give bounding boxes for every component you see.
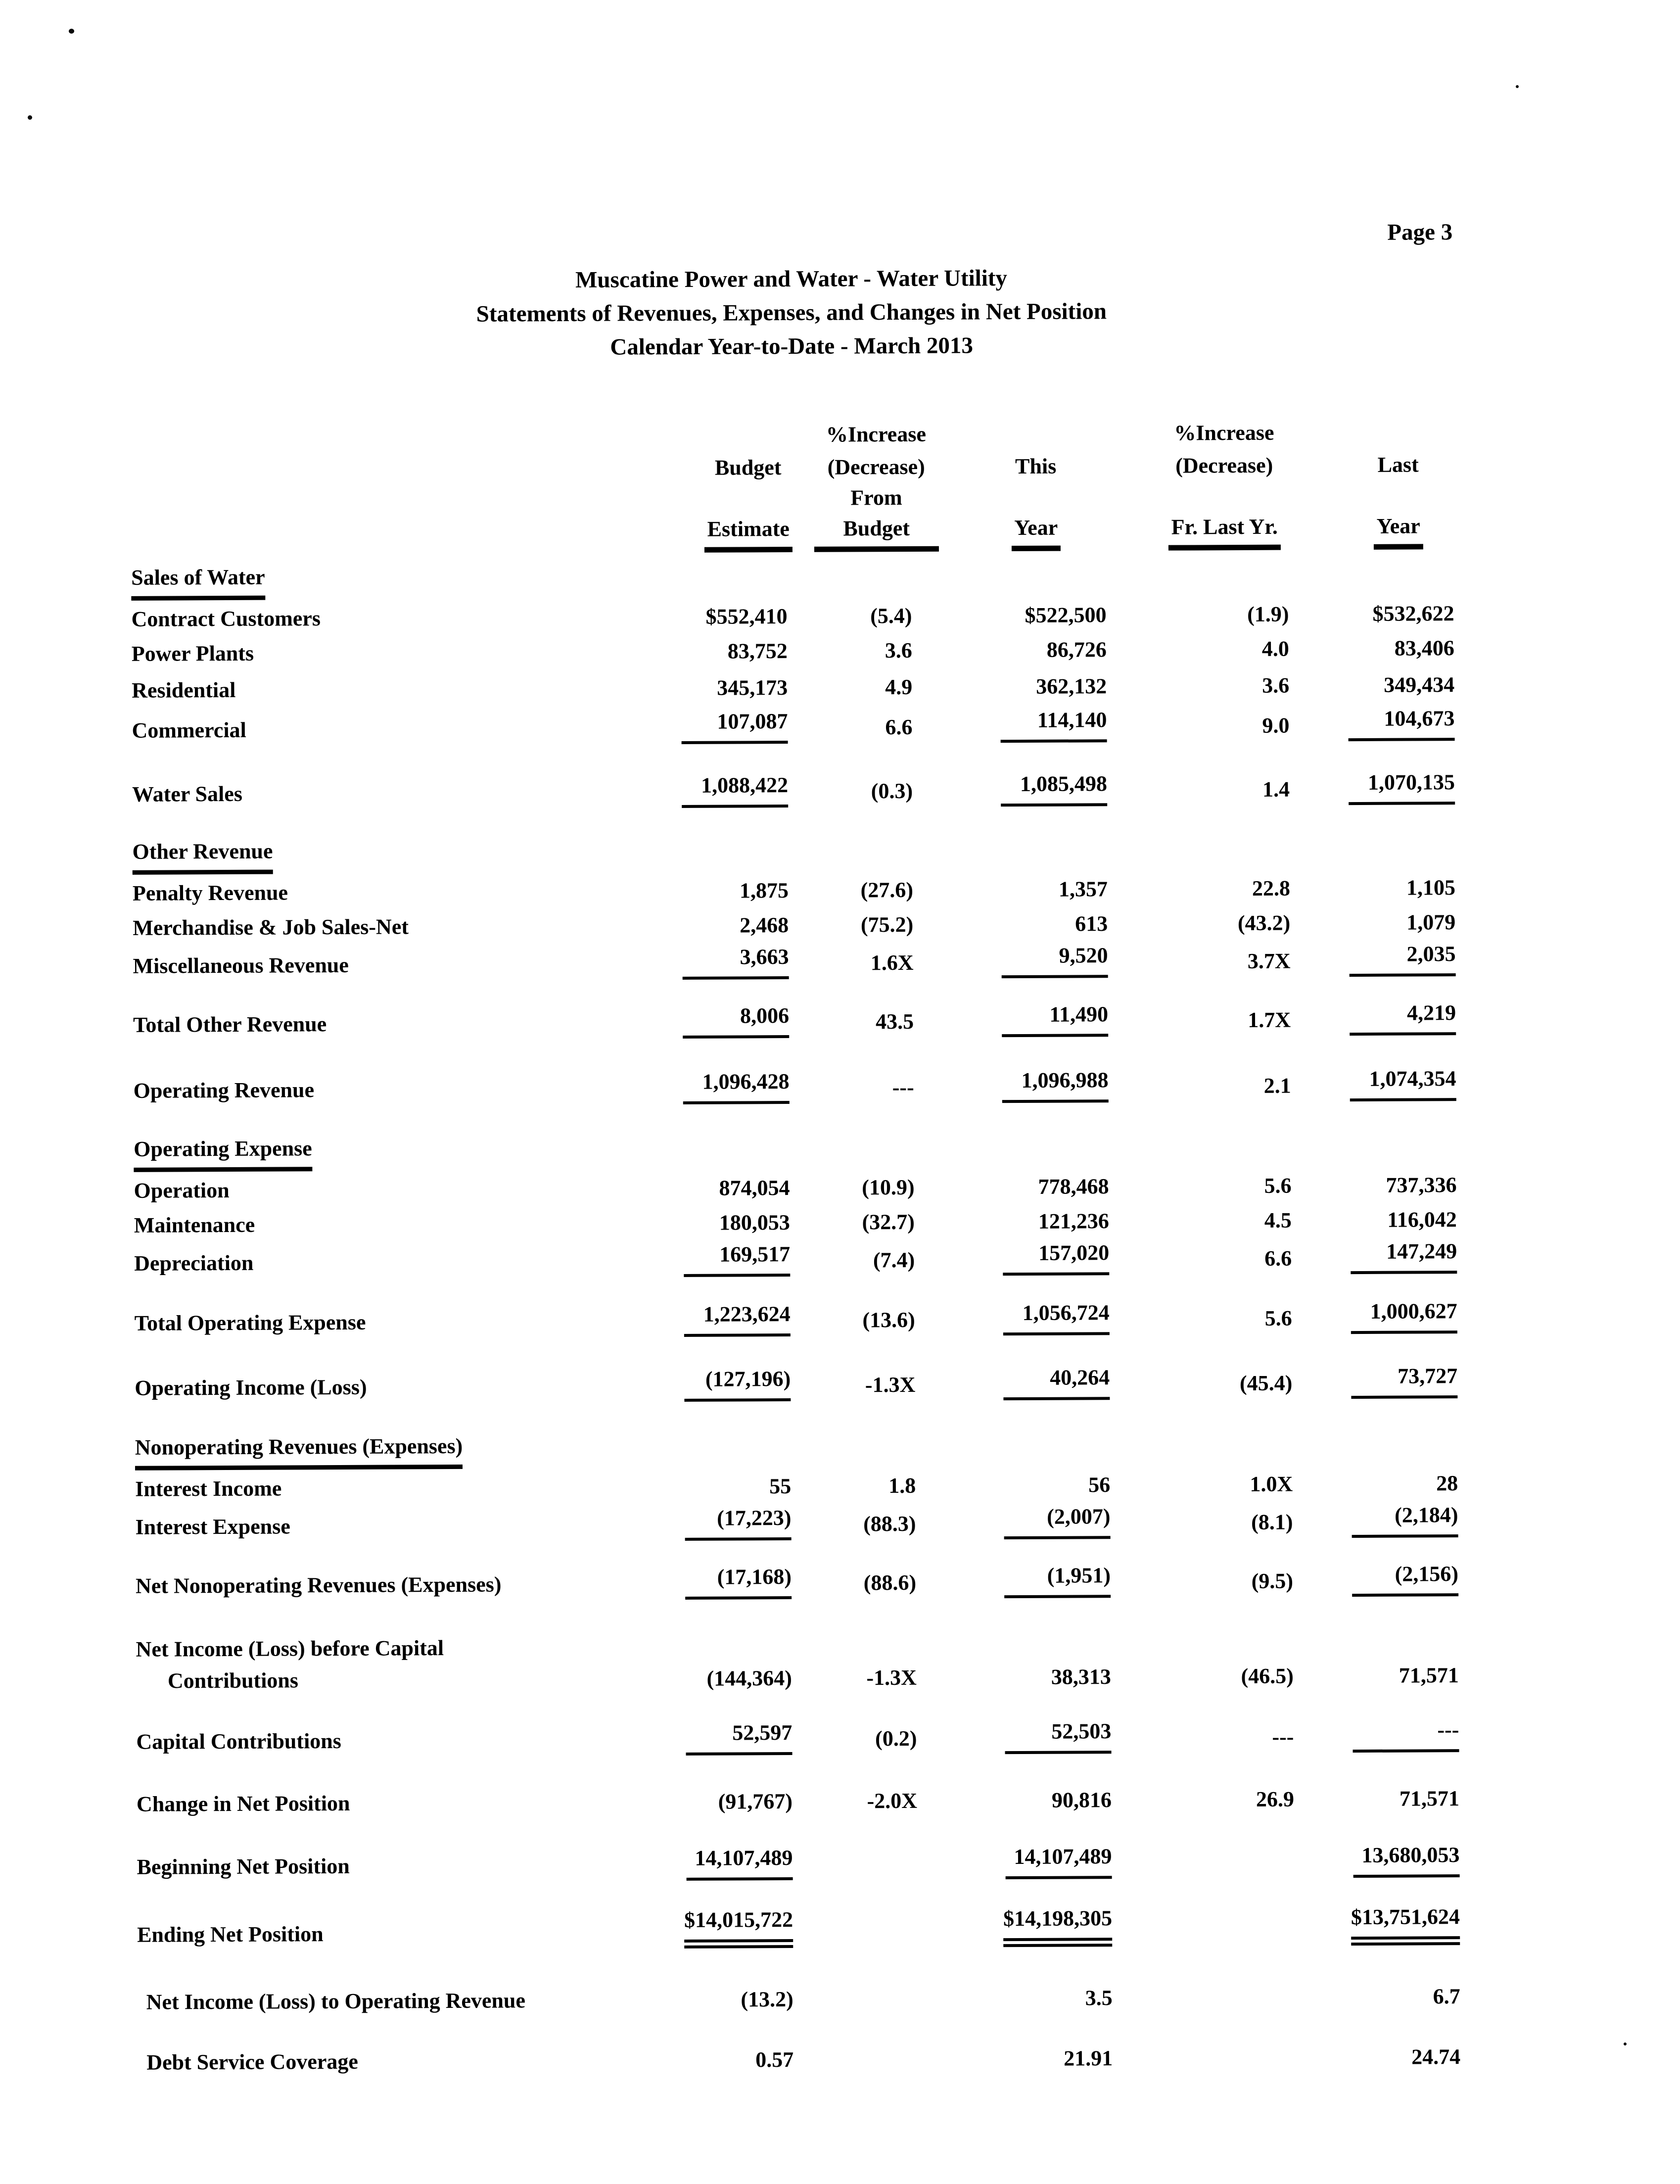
cell-this-year: 11,490 [1002, 998, 1108, 1037]
cell-last-year: 1,105 [1406, 875, 1456, 900]
cell-pct-fr-last-yr: (9.5) [1251, 1568, 1294, 1593]
cell-last-year: 147,249 [1351, 1235, 1457, 1274]
cell-this-year: 9,520 [1001, 940, 1108, 978]
header-pct-fr-last-yr-l1: %Increase [1174, 420, 1274, 445]
cell-this-year: 613 [1075, 911, 1108, 936]
page-number: Page 3 [1387, 219, 1453, 245]
scan-speck [28, 115, 32, 120]
cell-last-year: 6.7 [1433, 1984, 1460, 2009]
cell-last-year: 1,074,354 [1350, 1063, 1456, 1101]
cell-pct-from-budget: (10.9) [862, 1175, 915, 1200]
cell-pct-from-budget: 43.5 [875, 1009, 914, 1034]
table-row [131, 595, 1454, 635]
row-label: Debt Service Coverage [146, 2049, 358, 2075]
cell-pct-from-budget [793, 2075, 918, 2076]
cell-last-year: 71,571 [1399, 1663, 1459, 1688]
header-pct-fr-last-yr-l2: (Decrease) [1175, 453, 1273, 478]
cell-pct-from-budget: (32.7) [862, 1209, 915, 1234]
table-row [134, 1166, 1456, 1207]
cell-last-year: --- [1353, 1714, 1459, 1753]
cell-pct-from-budget: -1.3X [865, 1372, 916, 1397]
cell-pct-from-budget: -1.3X [866, 1665, 917, 1690]
header-this-year-l2: This [1015, 454, 1057, 479]
scan-speck [1624, 2042, 1627, 2045]
cell-this-year: 121,236 [1038, 1209, 1109, 1234]
cell-pct-fr-last-yr: (43.2) [1237, 910, 1291, 936]
row-label: Miscellaneous Revenue [133, 952, 349, 978]
cell-pct-from-budget: (75.2) [860, 912, 914, 937]
row-label: Operation [134, 1178, 230, 1203]
cell-pct-fr-last-yr: 3.7X [1247, 949, 1291, 973]
cell-pct-fr-last-yr: (8.1) [1251, 1510, 1293, 1534]
cell-last-year: 28 [1436, 1471, 1458, 1496]
cell-this-year: 90,816 [1051, 1788, 1112, 1812]
cell-pct-fr-last-yr: 6.6 [1264, 1246, 1292, 1271]
table-row [133, 997, 1456, 1041]
cell-this-year: $522,500 [1025, 603, 1107, 627]
cell-this-year: 3.5 [1085, 1986, 1113, 2010]
cell-pct-fr-last-yr: (45.4) [1239, 1371, 1293, 1396]
cell-last-year: 24.74 [1411, 2044, 1461, 2069]
cell-pct-fr-last-yr: 22.8 [1252, 876, 1291, 901]
header-this-year-l3: Year [1011, 513, 1061, 551]
table-row [137, 1901, 1460, 1951]
cell-pct-fr-last-yr [1113, 2013, 1295, 2014]
table-row [132, 703, 1454, 747]
cell-budget-estimate: 2,468 [740, 913, 789, 938]
table-row [133, 938, 1455, 982]
cell-pct-from-budget: (27.6) [860, 877, 914, 902]
row-label: Residential [132, 677, 236, 703]
row-label: Capital Contributions [136, 1728, 341, 1754]
table-row [135, 1465, 1458, 1505]
cell-pct-fr-last-yr [1112, 1946, 1295, 1947]
cell-budget-estimate: (13.2) [741, 1987, 793, 2012]
cell-pct-fr-last-yr: 9.0 [1262, 713, 1290, 738]
row-label: Total Other Revenue [133, 1012, 327, 1037]
column-header-line3 [131, 480, 1454, 555]
row-label: Depreciation [134, 1250, 254, 1276]
cell-pct-from-budget: 3.6 [885, 638, 912, 663]
cell-budget-estimate: $14,015,722 [684, 1904, 793, 1948]
cell-this-year: 52,503 [1005, 1715, 1111, 1754]
cell-pct-from-budget [793, 1947, 918, 1948]
cell-pct-fr-last-yr [1113, 2074, 1295, 2075]
cell-pct-fr-last-yr: (46.5) [1241, 1663, 1294, 1689]
cell-last-year: 104,673 [1348, 703, 1454, 741]
cell-pct-fr-last-yr: --- [1272, 1724, 1294, 1749]
cell-pct-fr-last-yr: 1.4 [1262, 777, 1290, 802]
cell-last-year: 71,571 [1399, 1786, 1460, 1811]
cell-last-year: 1,000,627 [1351, 1295, 1457, 1334]
cell-pct-from-budget: -2.0X [867, 1788, 918, 1813]
cell-budget-estimate: 1,088,422 [682, 769, 788, 808]
cell-last-year: 83,406 [1394, 636, 1454, 661]
row-label: Beginning Net Position [137, 1853, 350, 1879]
cell-budget-estimate: 1,875 [739, 878, 789, 903]
table-row [135, 1295, 1457, 1339]
cell-pct-fr-last-yr: 2.1 [1263, 1073, 1291, 1098]
row-label: Net Nonoperating Revenues (Expenses) [135, 1572, 502, 1598]
cell-this-year: 86,726 [1046, 637, 1107, 662]
table-row [135, 1499, 1458, 1543]
cell-last-year: (2,156) [1352, 1558, 1458, 1597]
cell-last-year: 2,035 [1349, 938, 1455, 977]
row-label [135, 1429, 659, 1471]
cell-pct-fr-last-yr [1112, 1878, 1295, 1879]
cell-this-year: 21.91 [1064, 2046, 1113, 2071]
row-label: Penalty Revenue [132, 880, 288, 905]
row-label-line2: Contributions [167, 1668, 299, 1693]
table-row [137, 1839, 1459, 1883]
cell-last-year: $532,622 [1372, 601, 1454, 626]
cell-budget-estimate: (17,168) [685, 1561, 792, 1600]
scan-speck [69, 29, 74, 34]
cell-this-year: (2,007) [1004, 1501, 1110, 1539]
table-row [132, 629, 1454, 670]
cell-budget-estimate: 345,173 [717, 675, 788, 700]
cell-last-year: 737,336 [1386, 1173, 1457, 1197]
cell-budget-estimate: (127,196) [684, 1363, 791, 1402]
cell-pct-fr-last-yr: 4.5 [1264, 1208, 1292, 1233]
table-row [132, 666, 1454, 707]
scan-speck [1516, 85, 1519, 88]
cell-this-year: 1,056,724 [1003, 1297, 1110, 1335]
table-row [138, 2038, 1460, 2079]
table-row [134, 1235, 1457, 1280]
cell-budget-estimate: (91,767) [718, 1789, 793, 1814]
cell-last-year: 1,070,135 [1349, 766, 1455, 805]
cell-budget-estimate: 52,597 [686, 1717, 792, 1756]
cell-pct-from-budget: (13.6) [862, 1307, 915, 1332]
cell-pct-from-budget: (88.3) [863, 1511, 916, 1536]
table-row [136, 1622, 1459, 1697]
table-row [138, 1978, 1460, 2018]
table-row [136, 1558, 1458, 1602]
section-heading: Other Revenue [132, 836, 273, 875]
cell-pct-from-budget: (0.3) [871, 778, 913, 804]
cell-budget-estimate: 55 [769, 1474, 792, 1499]
row-label-line1: Net Income (Loss) before Capital [136, 1636, 444, 1662]
header-last-year-l2: Last [1377, 452, 1419, 477]
row-label [131, 560, 655, 601]
cell-pct-from-budget: (0.2) [875, 1726, 917, 1751]
cell-this-year: 157,020 [1003, 1237, 1109, 1276]
header-budget-estimate-l2: Budget [714, 455, 782, 480]
cell-budget-estimate: 180,053 [719, 1210, 790, 1235]
table-row [133, 903, 1455, 944]
row-label: Operating Revenue [133, 1078, 315, 1103]
cell-this-year: 56 [1088, 1472, 1111, 1497]
row-label: Interest Income [135, 1476, 282, 1501]
cell-this-year: 14,107,489 [1005, 1841, 1112, 1879]
section-heading: Operating Expense [134, 1133, 312, 1172]
row-label [132, 834, 656, 875]
cell-pct-fr-last-yr: 1.0X [1250, 1472, 1293, 1496]
statement-rows [131, 556, 1460, 2079]
cell-last-year: 1,079 [1406, 910, 1456, 935]
cell-this-year: 114,140 [1000, 704, 1107, 743]
cell-pct-from-budget: 1.8 [888, 1473, 916, 1498]
cell-last-year: 116,042 [1387, 1207, 1457, 1232]
cell-budget-estimate: 3,663 [682, 941, 789, 980]
title-line-statement: Statements of Revenues, Expenses, and Changes in Net Position [476, 298, 1107, 327]
table-row [135, 1426, 1458, 1471]
cell-this-year: 778,468 [1038, 1174, 1109, 1199]
cell-budget-estimate: 14,107,489 [686, 1842, 793, 1881]
document-title [130, 259, 1453, 366]
cell-last-year: (2,184) [1352, 1499, 1458, 1538]
cell-this-year: 1,085,498 [1001, 768, 1107, 807]
table-row [137, 1780, 1459, 1820]
cell-budget-estimate: 874,054 [719, 1176, 790, 1200]
cell-pct-from-budget: (88.6) [863, 1570, 917, 1595]
cell-pct-fr-last-yr: 4.0 [1261, 636, 1289, 661]
row-label [134, 1131, 658, 1172]
header-pct-from-budget-l2: (Decrease) [827, 454, 925, 479]
cell-this-year: (1,951) [1004, 1560, 1111, 1598]
cell-pct-fr-last-yr: (1.9) [1247, 602, 1289, 626]
row-label [136, 1631, 660, 1697]
row-label: Ending Net Position [137, 1922, 324, 1947]
cell-pct-from-budget: 1.6X [870, 950, 914, 975]
cell-budget-estimate: 1,223,624 [684, 1298, 791, 1337]
row-label: Power Plants [131, 641, 254, 666]
header-pct-fr-last-yr-l3: Fr. Last Yr. [1168, 512, 1281, 551]
header-last-year-l3: Year [1374, 511, 1423, 549]
header-budget-estimate-l3: Estimate [704, 514, 793, 553]
section-heading: Sales of Water [131, 562, 265, 601]
cell-pct-from-budget: (7.4) [873, 1247, 915, 1273]
table-row [133, 1063, 1456, 1107]
cell-pct-fr-last-yr: 1.7X [1248, 1007, 1291, 1032]
cell-this-year: 38,313 [1051, 1664, 1111, 1689]
table-row [134, 1128, 1456, 1172]
header-pct-from-budget-l3: From Budget [814, 482, 939, 552]
cell-pct-from-budget: (5.4) [870, 603, 912, 628]
row-label: Interest Expense [135, 1514, 290, 1539]
cell-budget-estimate: 8,006 [683, 1000, 789, 1039]
cell-pct-from-budget: 6.6 [885, 714, 913, 740]
cell-budget-estimate: 1,096,428 [683, 1066, 789, 1104]
cell-pct-fr-last-yr: 3.6 [1262, 673, 1290, 698]
cell-last-year: 349,434 [1384, 672, 1455, 697]
cell-pct-fr-last-yr: 5.6 [1264, 1306, 1292, 1330]
table-row [136, 1714, 1459, 1758]
column-header-line2 [131, 447, 1453, 486]
table-row [132, 830, 1455, 875]
cell-this-year: 1,357 [1058, 877, 1108, 902]
cell-last-year: 73,727 [1351, 1360, 1457, 1399]
row-label: Commercial [132, 717, 246, 743]
row-label: Change in Net Position [136, 1791, 350, 1816]
cell-last-year: 4,219 [1350, 997, 1456, 1036]
cell-pct-from-budget: 4.9 [885, 674, 913, 700]
cell-budget-estimate: $552,410 [705, 604, 788, 629]
row-label: Water Sales [132, 781, 243, 807]
row-label: Contract Customers [131, 606, 321, 631]
cell-this-year: $14,198,305 [1003, 1902, 1112, 1947]
title-line-utility: Muscatine Power and Water - Water Utility [575, 265, 1008, 293]
cell-pct-fr-last-yr: 26.9 [1256, 1787, 1295, 1811]
statement-content [130, 215, 1460, 2079]
row-label: Net Income (Loss) to Operating Revenue [146, 1988, 526, 2014]
cell-this-year: 1,096,988 [1002, 1064, 1108, 1103]
cell-pct-from-budget: --- [892, 1075, 914, 1100]
cell-budget-estimate: (144,364) [706, 1666, 792, 1691]
cell-pct-fr-last-yr: 5.6 [1264, 1173, 1292, 1198]
table-row [135, 1360, 1457, 1404]
table-row [132, 766, 1455, 810]
row-label: Operating Income (Loss) [135, 1375, 367, 1400]
section-heading: Nonoperating Revenues (Expenses) [135, 1430, 463, 1471]
column-headers [131, 415, 1454, 555]
column-header-line1 [131, 415, 1453, 453]
table-row [131, 556, 1454, 601]
cell-budget-estimate: 107,087 [681, 706, 788, 744]
cell-this-year: 362,132 [1036, 674, 1107, 699]
row-label: Total Operating Expense [134, 1310, 366, 1335]
cell-this-year: 40,264 [1003, 1362, 1110, 1400]
row-label: Merchandise & Job Sales-Net [133, 914, 409, 940]
table-row [134, 1201, 1457, 1241]
cell-budget-estimate: (17,223) [685, 1502, 791, 1541]
cell-last-year: 13,680,053 [1353, 1839, 1459, 1878]
cell-budget-estimate: 169,517 [684, 1238, 790, 1277]
header-pct-from-budget-l1: %Increase [826, 422, 927, 447]
title-line-period: Calendar Year-to-Date - March 2013 [610, 332, 974, 360]
row-label: Maintenance [134, 1212, 255, 1237]
cell-budget-estimate: 0.57 [755, 2047, 794, 2072]
cell-last-year: $13,751,624 [1351, 1901, 1460, 1946]
table-row [133, 869, 1455, 909]
cell-budget-estimate: 83,752 [727, 639, 788, 664]
